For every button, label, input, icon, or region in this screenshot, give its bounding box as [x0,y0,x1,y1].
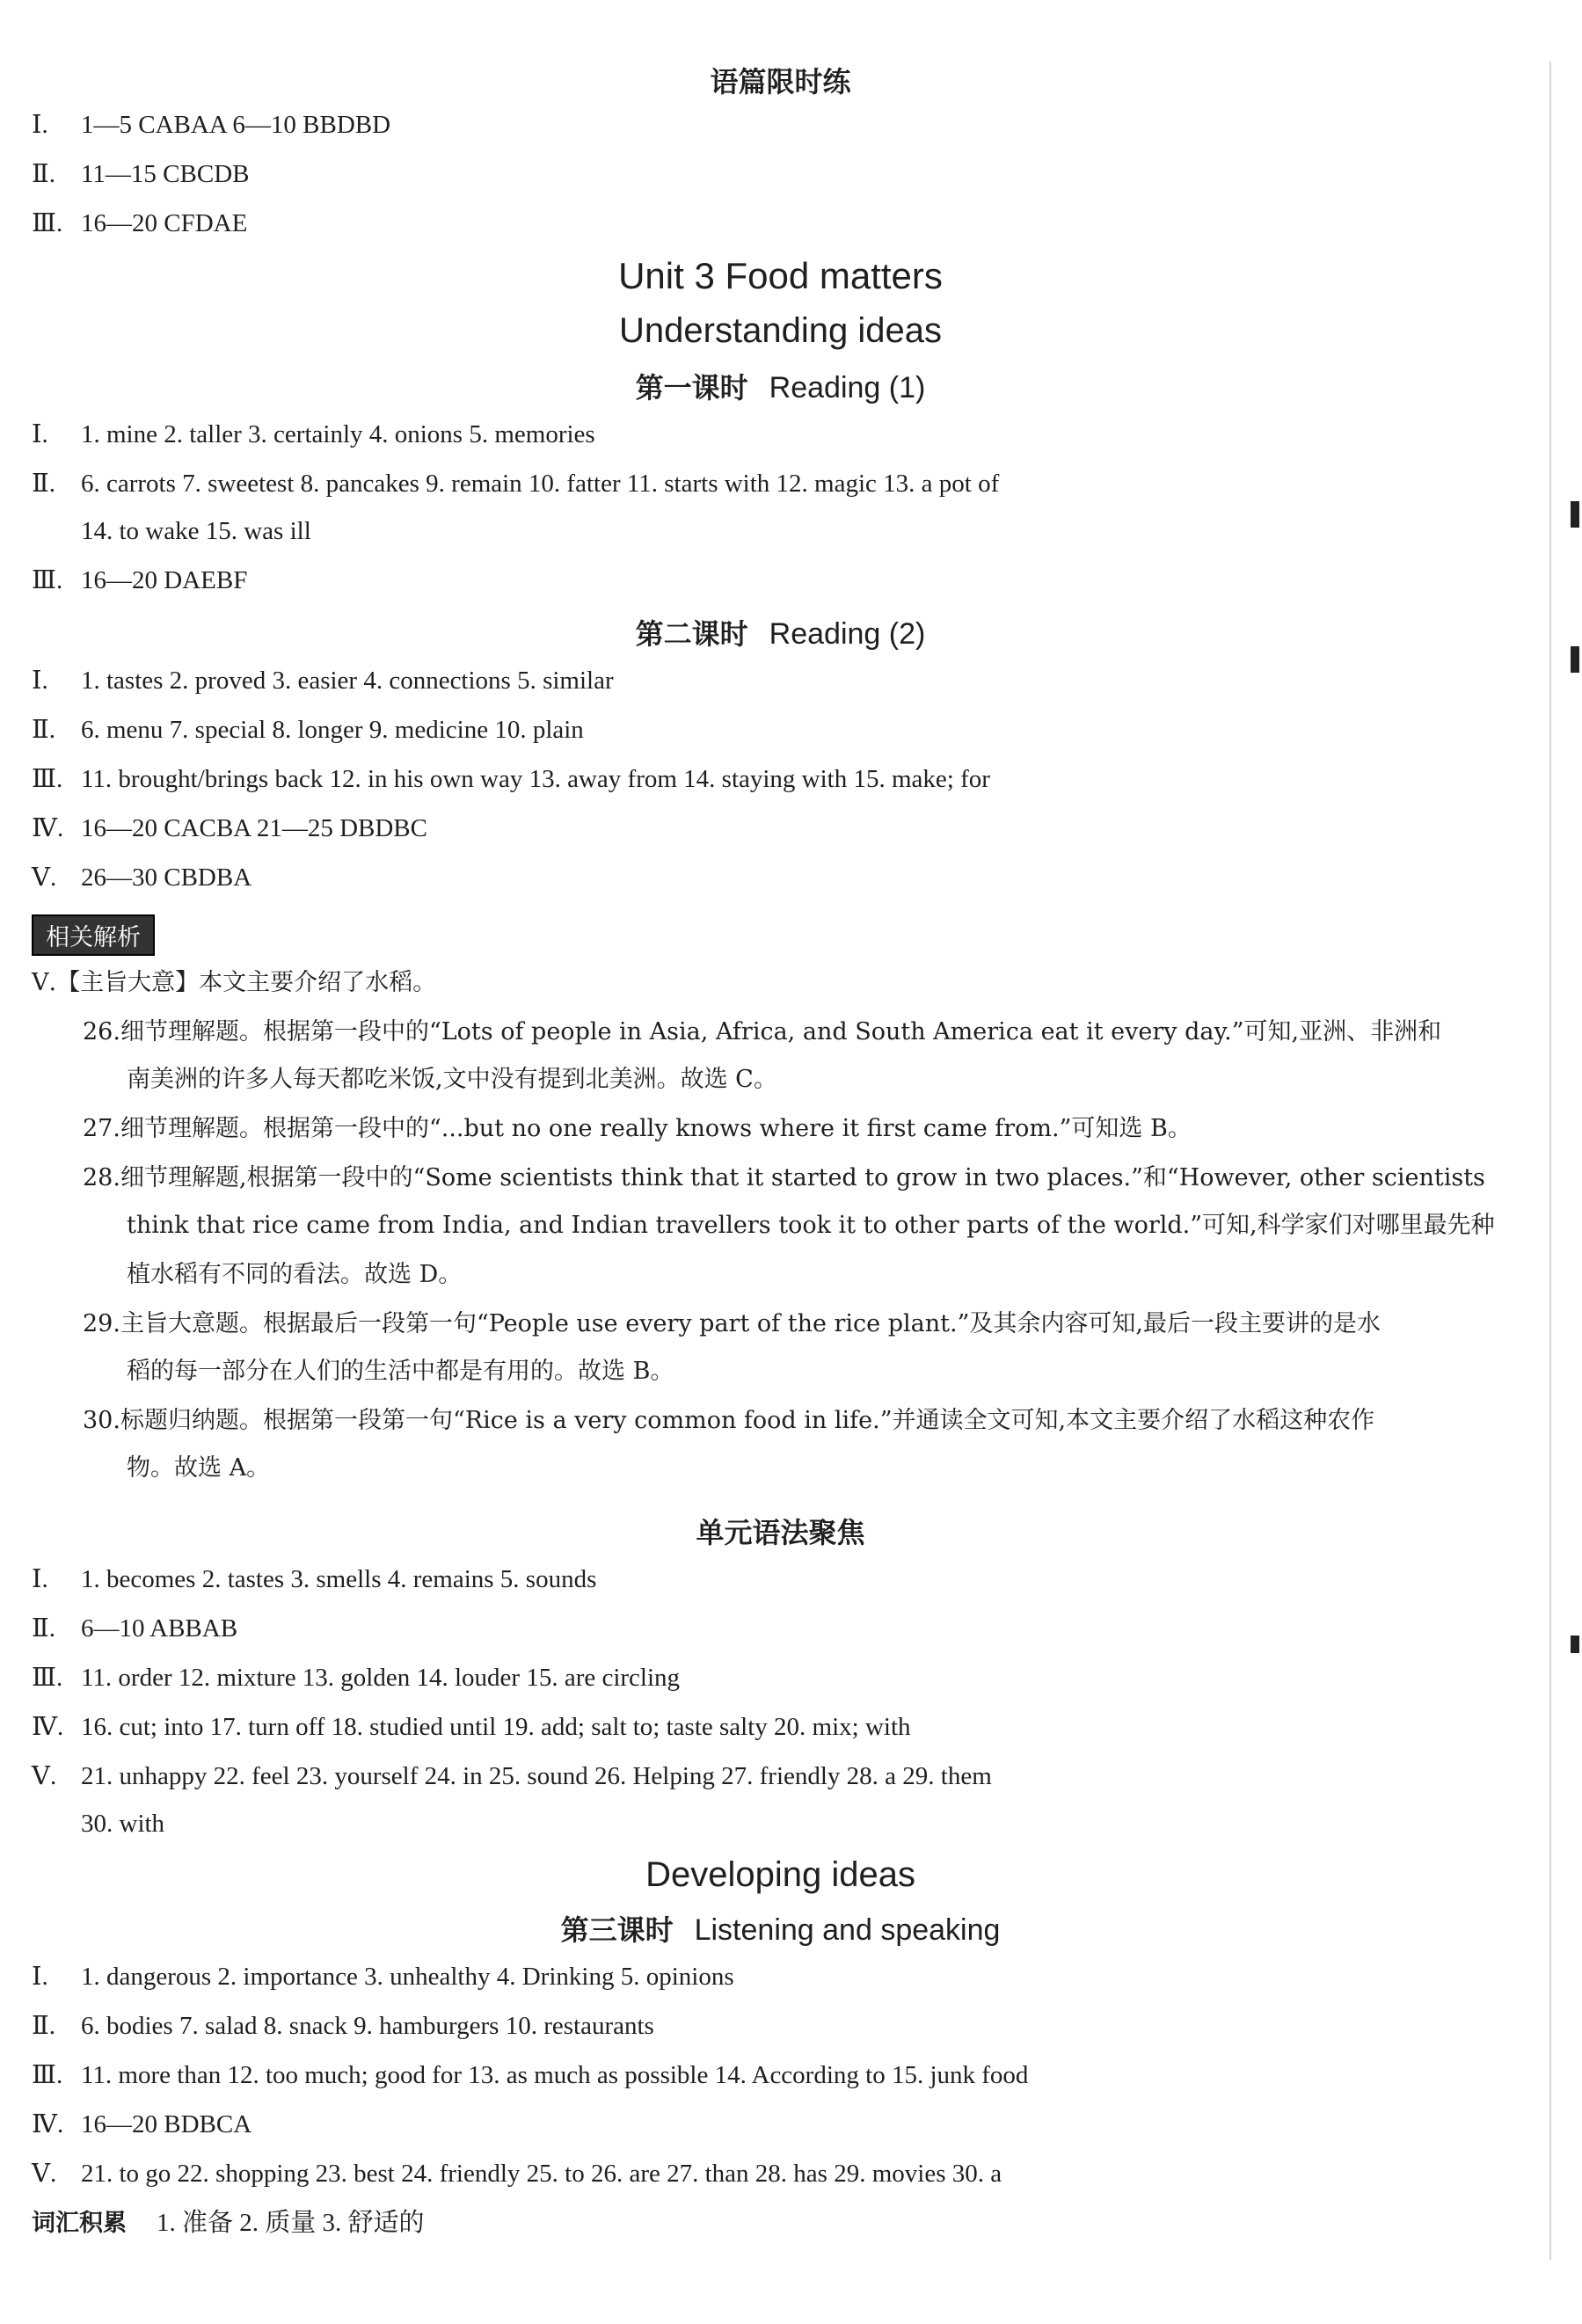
answer-row: Ⅰ. 1. tastes 2. proved 3. easier 4. connections 5. similar [32,667,614,695]
page-fold-line [1549,62,1551,2260]
answer-row: Ⅱ. 6—10 ABBAB [32,1614,238,1643]
answer-row: Ⅰ. 1—5 CABAA 6—10 BBDBD [32,111,391,139]
answer-row: Ⅲ. 11. more than 12. too much; good for 13. as much as possible 14. According to 15. junk food [32,2061,1029,2089]
analysis-line: 30.标题归纳题。根据第一段第一句“Rice is a very common food in life.”并通读全文可知,本文主要介绍了水稻这种农作 [83,1407,1375,1434]
analysis-line: 物。故选 A。 [127,1454,271,1482]
answer-row: Ⅱ. 11—15 CBCDB [32,160,250,188]
analysis-line: 稻的每一部分在人们的生活中都是有用的。故选 B。 [127,1358,674,1385]
vocab-row: 词汇积累 1. 准备 2. 质量 3. 舒适的 [32,2209,425,2237]
answer-row: Ⅴ. 21. unhappy 22. feel 23. yourself 24. in 25. sound 26. Helping 27. friendly 28. a 29. them [32,1762,992,1790]
answer-row: Ⅳ. 16. cut; into 17. turn off 18. studied until 19. add; salt to; taste salty 20. mix; with [32,1713,911,1741]
lesson-title-1: 第一课时 Reading (1) [635,371,926,404]
answer-row: Ⅰ. 1. mine 2. taller 3. certainly 4. onions 5. memories [32,420,595,448]
answer-row: Ⅲ. 16—20 CFDAE [32,209,248,237]
analysis-line: 26.细节理解题。根据第一段中的“Lots of people in Asia, Africa, and South America eat it every day.”可知,亚洲、非洲和 [83,1018,1442,1045]
analysis-line: 植水稻有不同的看法。故选 D。 [127,1261,463,1288]
analysis-line: 南美洲的许多人每天都吃米饭,文中没有提到北美洲。故选 C。 [127,1066,777,1093]
answer-row: Ⅴ. 26—30 CBDBA [32,863,252,892]
unit-title: Unit 3 Food matters [618,255,943,296]
analysis-line: 28.细节理解题,根据第一段中的“Some scientists think that it started to grow in two places.”和“However, other scientists [83,1164,1485,1191]
edge-mark [1571,1636,1579,1653]
section-title-understanding: Understanding ideas [619,311,942,350]
answer-row: Ⅰ. 1. becomes 2. tastes 3. smells 4. remains 5. sounds [32,1565,597,1593]
answer-row: Ⅲ. 11. order 12. mixture 13. golden 14. louder 15. are circling [32,1664,681,1692]
section-title-developing: Developing ideas [645,1855,915,1894]
section-title-timed-reading: 语篇限时练 [710,65,851,98]
edge-mark [1571,646,1579,673]
analysis-line: Ⅴ.【主旨大意】本文主要介绍了水稻。 [32,969,437,996]
vocab-label: 词汇积累 [32,2210,127,2237]
analysis-badge: 相关解析 [32,914,155,956]
lesson-title-2: 第二课时 Reading (2) [635,617,926,651]
lesson-title-3: 第三课时 Listening and speaking [560,1913,1001,1947]
answer-row: Ⅲ. 16—20 DAEBF [32,566,248,594]
section-title-grammar: 单元语法聚焦 [696,1516,865,1549]
answer-row: Ⅱ. 6. menu 7. special 8. longer 9. medicine 10. plain [32,716,584,744]
answer-row: Ⅱ. 6. bodies 7. salad 8. snack 9. hamburgers 10. restaurants [32,2012,654,2040]
answer-row: Ⅰ. 1. dangerous 2. importance 3. unhealthy 4. Drinking 5. opinions [32,1963,734,1991]
answer-row: Ⅱ. 6. carrots 7. sweetest 8. pancakes 9. remain 10. fatter 11. starts with 12. magic 13. a pot of [32,470,1000,498]
answer-row: 30. with [81,1810,165,1838]
answer-row: Ⅳ. 16—20 CACBA 21—25 DBDBC [32,814,427,842]
analysis-line: think that rice came from India, and Indian travellers took it to other parts of the world.”可知,科学家们对哪里最先种 [127,1212,1495,1239]
analysis-line: 27.细节理解题。根据第一段中的“...but no one really knows where it first came from.”可知选 B。 [83,1115,1192,1142]
analysis-line: 29.主旨大意题。根据最后一段第一句“People use every part of the rice plant.”及其余内容可知,最后一段主要讲的是水 [83,1310,1381,1337]
answer-row: Ⅲ. 11. brought/brings back 12. in his own way 13. away from 14. staying with 15. make; for [32,765,990,793]
answer-row: Ⅴ. 21. to go 22. shopping 23. best 24. friendly 25. to 26. are 27. than 28. has 29. movies 30. a [32,2160,1002,2188]
answer-row: 14. to wake 15. was ill [81,517,311,545]
answer-row: Ⅳ. 16—20 BDBCA [32,2110,252,2138]
edge-mark [1571,501,1579,528]
